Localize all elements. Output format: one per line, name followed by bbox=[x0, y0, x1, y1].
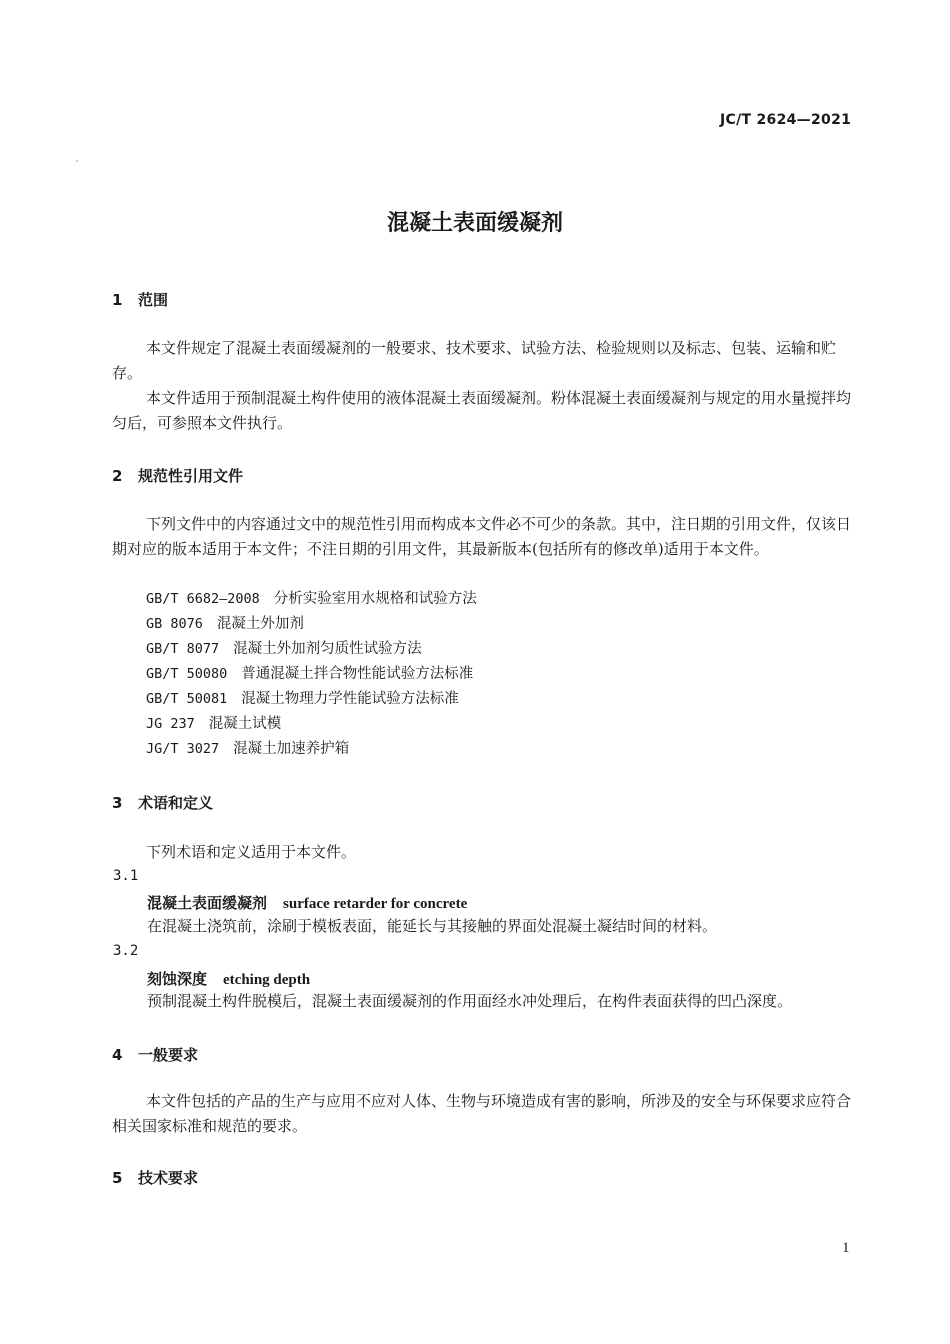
section-1-paragraph-2: 本文件适用于预制混凝土构件使用的液体混凝土表面缓凝剂。粉体混凝土表面缓凝剂与规定的用水量搅拌均匀后，可参照本文件执行。 bbox=[112, 389, 852, 432]
section-3-intro: 下列术语和定义适用于本文件。 bbox=[146, 843, 357, 861]
scan-speck bbox=[76, 160, 78, 162]
term-number: 3.2 bbox=[113, 943, 139, 959]
reference-item bbox=[146, 712, 281, 737]
reference-item bbox=[146, 737, 349, 762]
reference-code: JG/T 3027 bbox=[146, 741, 220, 757]
term-zh: 刻蚀深度 bbox=[147, 970, 208, 988]
reference-title: 混凝土试模 bbox=[208, 716, 282, 732]
reference-code: JG 237 bbox=[146, 716, 195, 732]
section-number: 2 bbox=[112, 467, 123, 485]
reference-title: 混凝土外加剂匀质性试验方法 bbox=[233, 641, 422, 657]
section-number: 5 bbox=[112, 1169, 123, 1187]
reference-code: GB/T 50080 bbox=[146, 666, 228, 682]
reference-code: GB/T 6682—2008 bbox=[146, 591, 260, 607]
term-en: surface retarder for concrete bbox=[283, 896, 468, 912]
section-2-paragraph: 下列文件中的内容通过文中的规范性引用而构成本文件必不可少的条款。其中，注日期的引用文件，仅该日期对应的版本适用于本文件；不注日期的引用文件，其最新版本(包括所有的修改单)适用于本文件。 bbox=[112, 515, 852, 558]
section-title: 范围 bbox=[138, 291, 169, 309]
term-heading bbox=[147, 892, 467, 913]
term-en: etching depth bbox=[223, 972, 311, 988]
section-number: 4 bbox=[112, 1046, 123, 1064]
reference-title: 普通混凝土拌合物性能试验方法标准 bbox=[241, 666, 474, 682]
section-number: 3 bbox=[112, 794, 123, 812]
reference-code: GB/T 50081 bbox=[146, 691, 228, 707]
section-3-heading bbox=[112, 792, 213, 813]
section-5-heading bbox=[112, 1167, 198, 1188]
reference-item bbox=[146, 637, 422, 662]
standard-code: JC/T 2624—2021 bbox=[720, 112, 852, 128]
section-1-paragraph-1: 本文件规定了混凝土表面缓凝剂的一般要求、技术要求、试验方法、检验规则以及标志、包装、运输和贮存。 bbox=[112, 339, 837, 382]
reference-title: 分析实验室用水规格和试验方法 bbox=[273, 591, 477, 607]
reference-title: 混凝土物理力学性能试验方法标准 bbox=[241, 691, 459, 707]
section-title: 术语和定义 bbox=[138, 794, 214, 812]
reference-item bbox=[146, 587, 477, 612]
section-1-heading bbox=[112, 289, 168, 310]
reference-code: GB/T 8077 bbox=[146, 641, 220, 657]
page-number: 1 bbox=[842, 1240, 850, 1256]
section-number: 1 bbox=[112, 291, 123, 309]
document-title: 混凝土表面缓凝剂 bbox=[386, 211, 563, 236]
reference-title: 混凝土外加剂 bbox=[216, 616, 304, 632]
reference-item bbox=[146, 662, 473, 687]
reference-item bbox=[146, 687, 459, 712]
section-4-heading bbox=[112, 1044, 198, 1065]
section-title: 技术要求 bbox=[138, 1169, 199, 1187]
reference-item bbox=[146, 612, 304, 637]
term-definition: 预制混凝土构件脱模后，混凝土表面缓凝剂的作用面经水冲处理后，在构件表面获得的凹凸深度。 bbox=[147, 992, 793, 1010]
reference-title: 混凝土加速养护箱 bbox=[233, 741, 350, 757]
reference-code: GB 8076 bbox=[146, 616, 203, 632]
section-2-heading bbox=[112, 465, 243, 486]
section-title: 规范性引用文件 bbox=[138, 467, 244, 485]
term-number: 3.1 bbox=[113, 868, 139, 884]
term-zh: 混凝土表面缓凝剂 bbox=[147, 894, 268, 912]
section-4-paragraph: 本文件包括的产品的生产与应用不应对人体、生物与环境造成有害的影响，所涉及的安全与环保要求应符合相关国家标准和规范的要求。 bbox=[112, 1092, 852, 1135]
section-title: 一般要求 bbox=[138, 1046, 199, 1064]
term-definition: 在混凝土浇筑前，涂刷于模板表面，能延长与其接触的界面处混凝土凝结时间的材料。 bbox=[147, 917, 718, 935]
term-heading bbox=[147, 968, 310, 989]
